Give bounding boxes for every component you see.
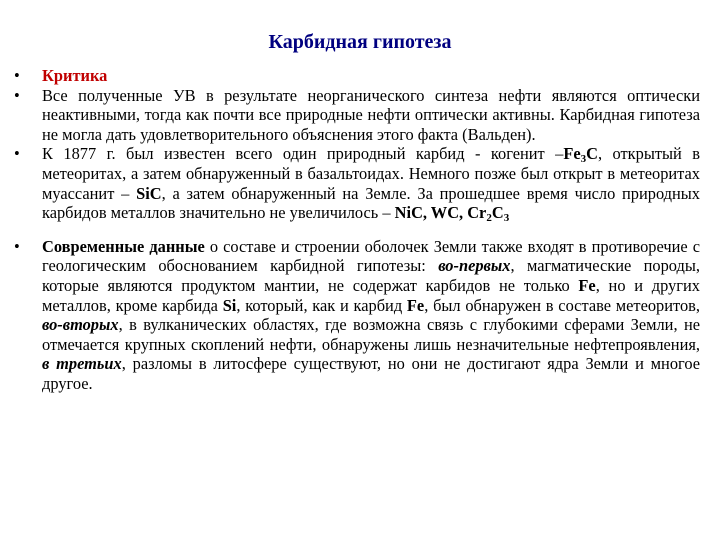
bullet-list [14, 66, 700, 394]
bullet-marker: • [14, 85, 20, 105]
formula-part: C [586, 144, 598, 164]
element-fe: Fe [406, 295, 425, 315]
text-segment: , но и других металлов, кроме карбида [42, 275, 700, 315]
slide-title: Карбидная гипотеза [268, 31, 452, 53]
bullet-marker: • [14, 144, 20, 164]
emphasis-second: во-вторых [42, 315, 119, 335]
text-segment: К 1877 г. был известен всего один природный карбид - когенит – [42, 144, 564, 164]
list-item-modern-data [14, 237, 700, 394]
formula-sic: SiC [136, 183, 162, 203]
critique-label: Критика [42, 66, 108, 85]
formula-list [394, 203, 510, 225]
formula-part: Fe [563, 144, 581, 164]
element-fe: Fe [578, 275, 596, 295]
text-segment: , открытый в метеоритах, а затем обнаруженный в базальтоидах. Немного позже был открыт в метеоритах муассанит – [42, 144, 700, 203]
text-segment: , был обнаружен в составе метеоритов, [424, 295, 700, 315]
text-segment: , в вулканических областях, где возможна связь с глубокими сферами Земли, не отмечается крупных скоплений нефти, обнаружены лишь незначительные нефтепроявления, [42, 315, 700, 354]
text-segment: , разломы в литосфере существуют, но они не достигают ядра Земли и многое другое. [42, 354, 701, 393]
paragraph-text: Все полученные УВ в результате неорганического синтеза нефти являются оптически неактивными, тогда как почти все природные нефти оптически активны. Карбидная гипотеза не могла дать удовлетворительного объяснения этого факта (Вальден). [42, 85, 700, 144]
formula-subscript: 2 [486, 212, 492, 225]
text-segment: , а затем обнаруженный на Земле. За прошедшее время число природных карбидов металлов значительно не увеличилось – [42, 183, 700, 223]
text-segment: , который, как и карбид [236, 295, 407, 315]
formula-subscript: 3 [580, 153, 587, 166]
formula-part: NiC, WC, Cr [394, 203, 487, 223]
list-item-critique [14, 66, 700, 86]
formula-subscript: 3 [503, 212, 510, 225]
text-segment: о составе и строении оболочек Земли также входят в противоречие с геологическим обоснованием карбидной гипотезы: [42, 236, 701, 276]
emphasis-first: во-первых [438, 256, 511, 276]
text-segment: , магматические породы, которые являются продуктом мантии, не содержат карбидов не только [42, 256, 700, 295]
list-item-optical-activity [14, 86, 700, 145]
spacer [14, 223, 700, 237]
bullet-marker: • [14, 66, 20, 85]
emphasis-third: в третьих [42, 354, 122, 374]
lead-phrase: Современные данные [42, 236, 205, 256]
list-item-natural-carbides [14, 144, 700, 225]
formula-part: C [491, 203, 504, 223]
bullet-marker: • [14, 236, 20, 256]
formula-fe3c [563, 144, 598, 166]
element-si: Si [222, 295, 237, 315]
